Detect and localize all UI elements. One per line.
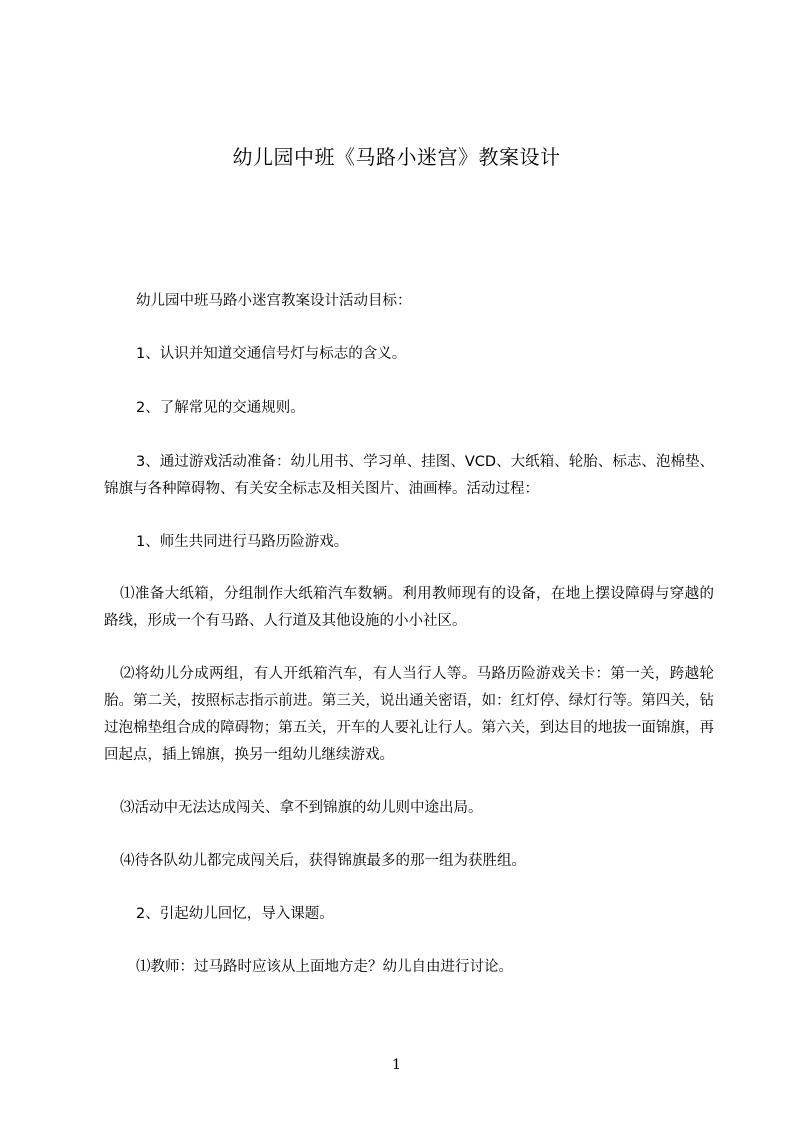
paragraph-objectives-intro: 幼儿园中班马路小迷宫教案设计活动目标： xyxy=(136,293,412,309)
paragraph-process-1: 1、师生共同进行马路历险游戏。 xyxy=(136,534,349,550)
paragraph-process-2: 2、引起幼儿回忆，导入课题。 xyxy=(136,906,334,922)
paragraph-objective-1: 1、认识并知道交通信号灯与标志的含义。 xyxy=(136,346,407,362)
paragraph-step-1-3: ⑶活动中无法达成闯关、拿不到锦旗的幼儿则中途出局。 xyxy=(120,800,483,816)
document-title: 幼儿园中班《马路小迷宫》教案设计 xyxy=(232,145,561,169)
page-number: 1 xyxy=(392,1057,401,1073)
paragraph-objective-2: 2、了解常见的交通规则。 xyxy=(136,400,305,416)
paragraph-step-1-4: ⑷待各队幼儿都完成闯关后，获得锦旗最多的那一组为获胜组。 xyxy=(120,853,526,869)
paragraph-step-1-2: ⑵将幼儿分成两组，有人开纸箱汽车，有人当行人等。马路历险游戏关卡：第一关，跨越轮胎。第二关，按照标志指示前进。第三关，说出通关密语，如：红灯停、绿灯行等。第四关，钻过泡棉垫组合成的障碍物；第五关，开车的人要礼让行人。第六关，到达目的地拔一面锦旗，再回起点，插上锦旗，换另一组幼儿继续游戏。 xyxy=(104,666,714,763)
paragraph-step-2-1: ⑴教师：过马路时应该从上面地方走？幼儿自由进行讨论。 xyxy=(136,959,513,975)
paragraph-objective-3-preparation: 3、通过游戏活动准备：幼儿用书、学习单、挂图、VCD、大纸箱、轮胎、标志、泡棉垫、锦旗与各种障碍物、有关安全标志及相关图片、油画棒。活动过程： xyxy=(104,454,714,497)
paragraph-step-1-1: ⑴准备大纸箱，分组制作大纸箱汽车数辆。利用教师现有的设备，在地上摆设障碍与穿越的路线，形成一个有马路、人行道及其他设施的小小社区。 xyxy=(104,586,714,629)
